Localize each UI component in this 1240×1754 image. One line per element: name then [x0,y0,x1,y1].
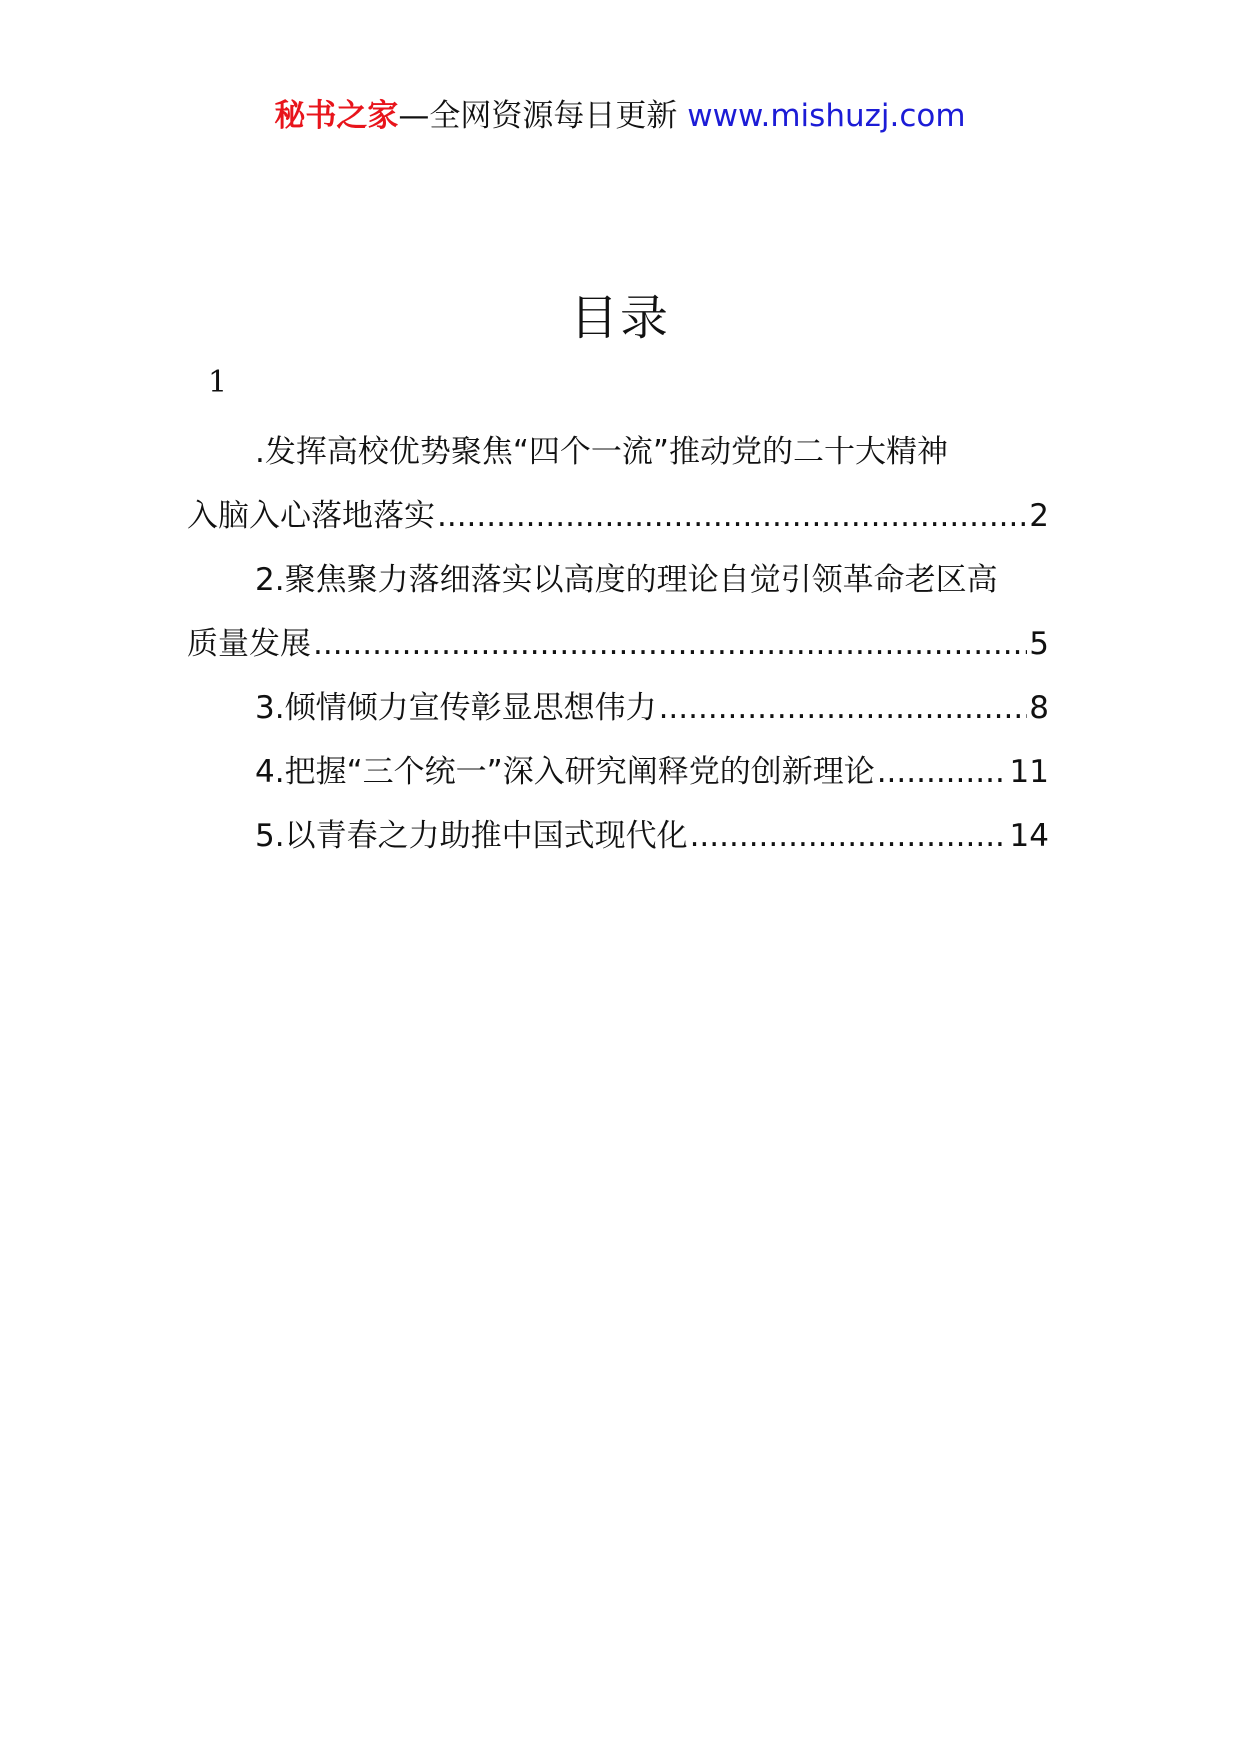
toc-entry-3-page: 8 [1029,690,1049,726]
table-of-contents [187,420,1049,868]
toc-entry-1-text-first: .发挥高校优势聚焦“四个一流”推动党的二十大精神 [255,434,948,470]
toc-entry-2-line-2[interactable] [187,612,1049,676]
toc-entry-5-page: 14 [1009,818,1049,854]
toc-entry-2-line-1[interactable] [187,548,1049,612]
toc-entry-1-line-2[interactable] [187,484,1049,548]
header-tagline: —全网资源每日更新 [398,98,678,134]
dot-leader [877,740,1008,804]
page-title: 目录 [569,290,670,346]
site-url-link[interactable]: www.mishuzj.com [687,98,966,134]
toc-entry-3-text: 3.倾情倾力宣传彰显思想伟力 [255,690,657,726]
dot-leader [437,484,1027,548]
site-header [0,96,1240,136]
toc-entry-4[interactable] [187,740,1049,804]
dot-leader [313,612,1027,676]
toc-entry-1-line-1[interactable] [187,420,1049,484]
toc-entry-5-text: 5.以青春之力助推中国式现代化 [255,818,688,854]
toc-entry-3[interactable] [187,676,1049,740]
dot-leader [690,804,1008,868]
toc-entry-2-page: 5 [1029,626,1049,662]
dot-leader [659,676,1028,740]
toc-entry-2-text-first: 2.聚焦聚力落细落实以高度的理论自觉引领革命老区高 [255,562,998,598]
stray-page-number: 1 [208,365,228,400]
toc-entry-5[interactable] [187,804,1049,868]
toc-entry-4-page: 11 [1009,754,1049,790]
brand-name: 秘书之家 [274,98,399,134]
toc-entry-1-page: 2 [1029,498,1049,534]
toc-entry-4-text: 4.把握“三个统一”深入研究阐释党的创新理论 [255,754,875,790]
toc-entry-1-text-second: 入脑入心落地落实 [187,498,435,534]
toc-entry-2-text-second: 质量发展 [187,626,311,662]
